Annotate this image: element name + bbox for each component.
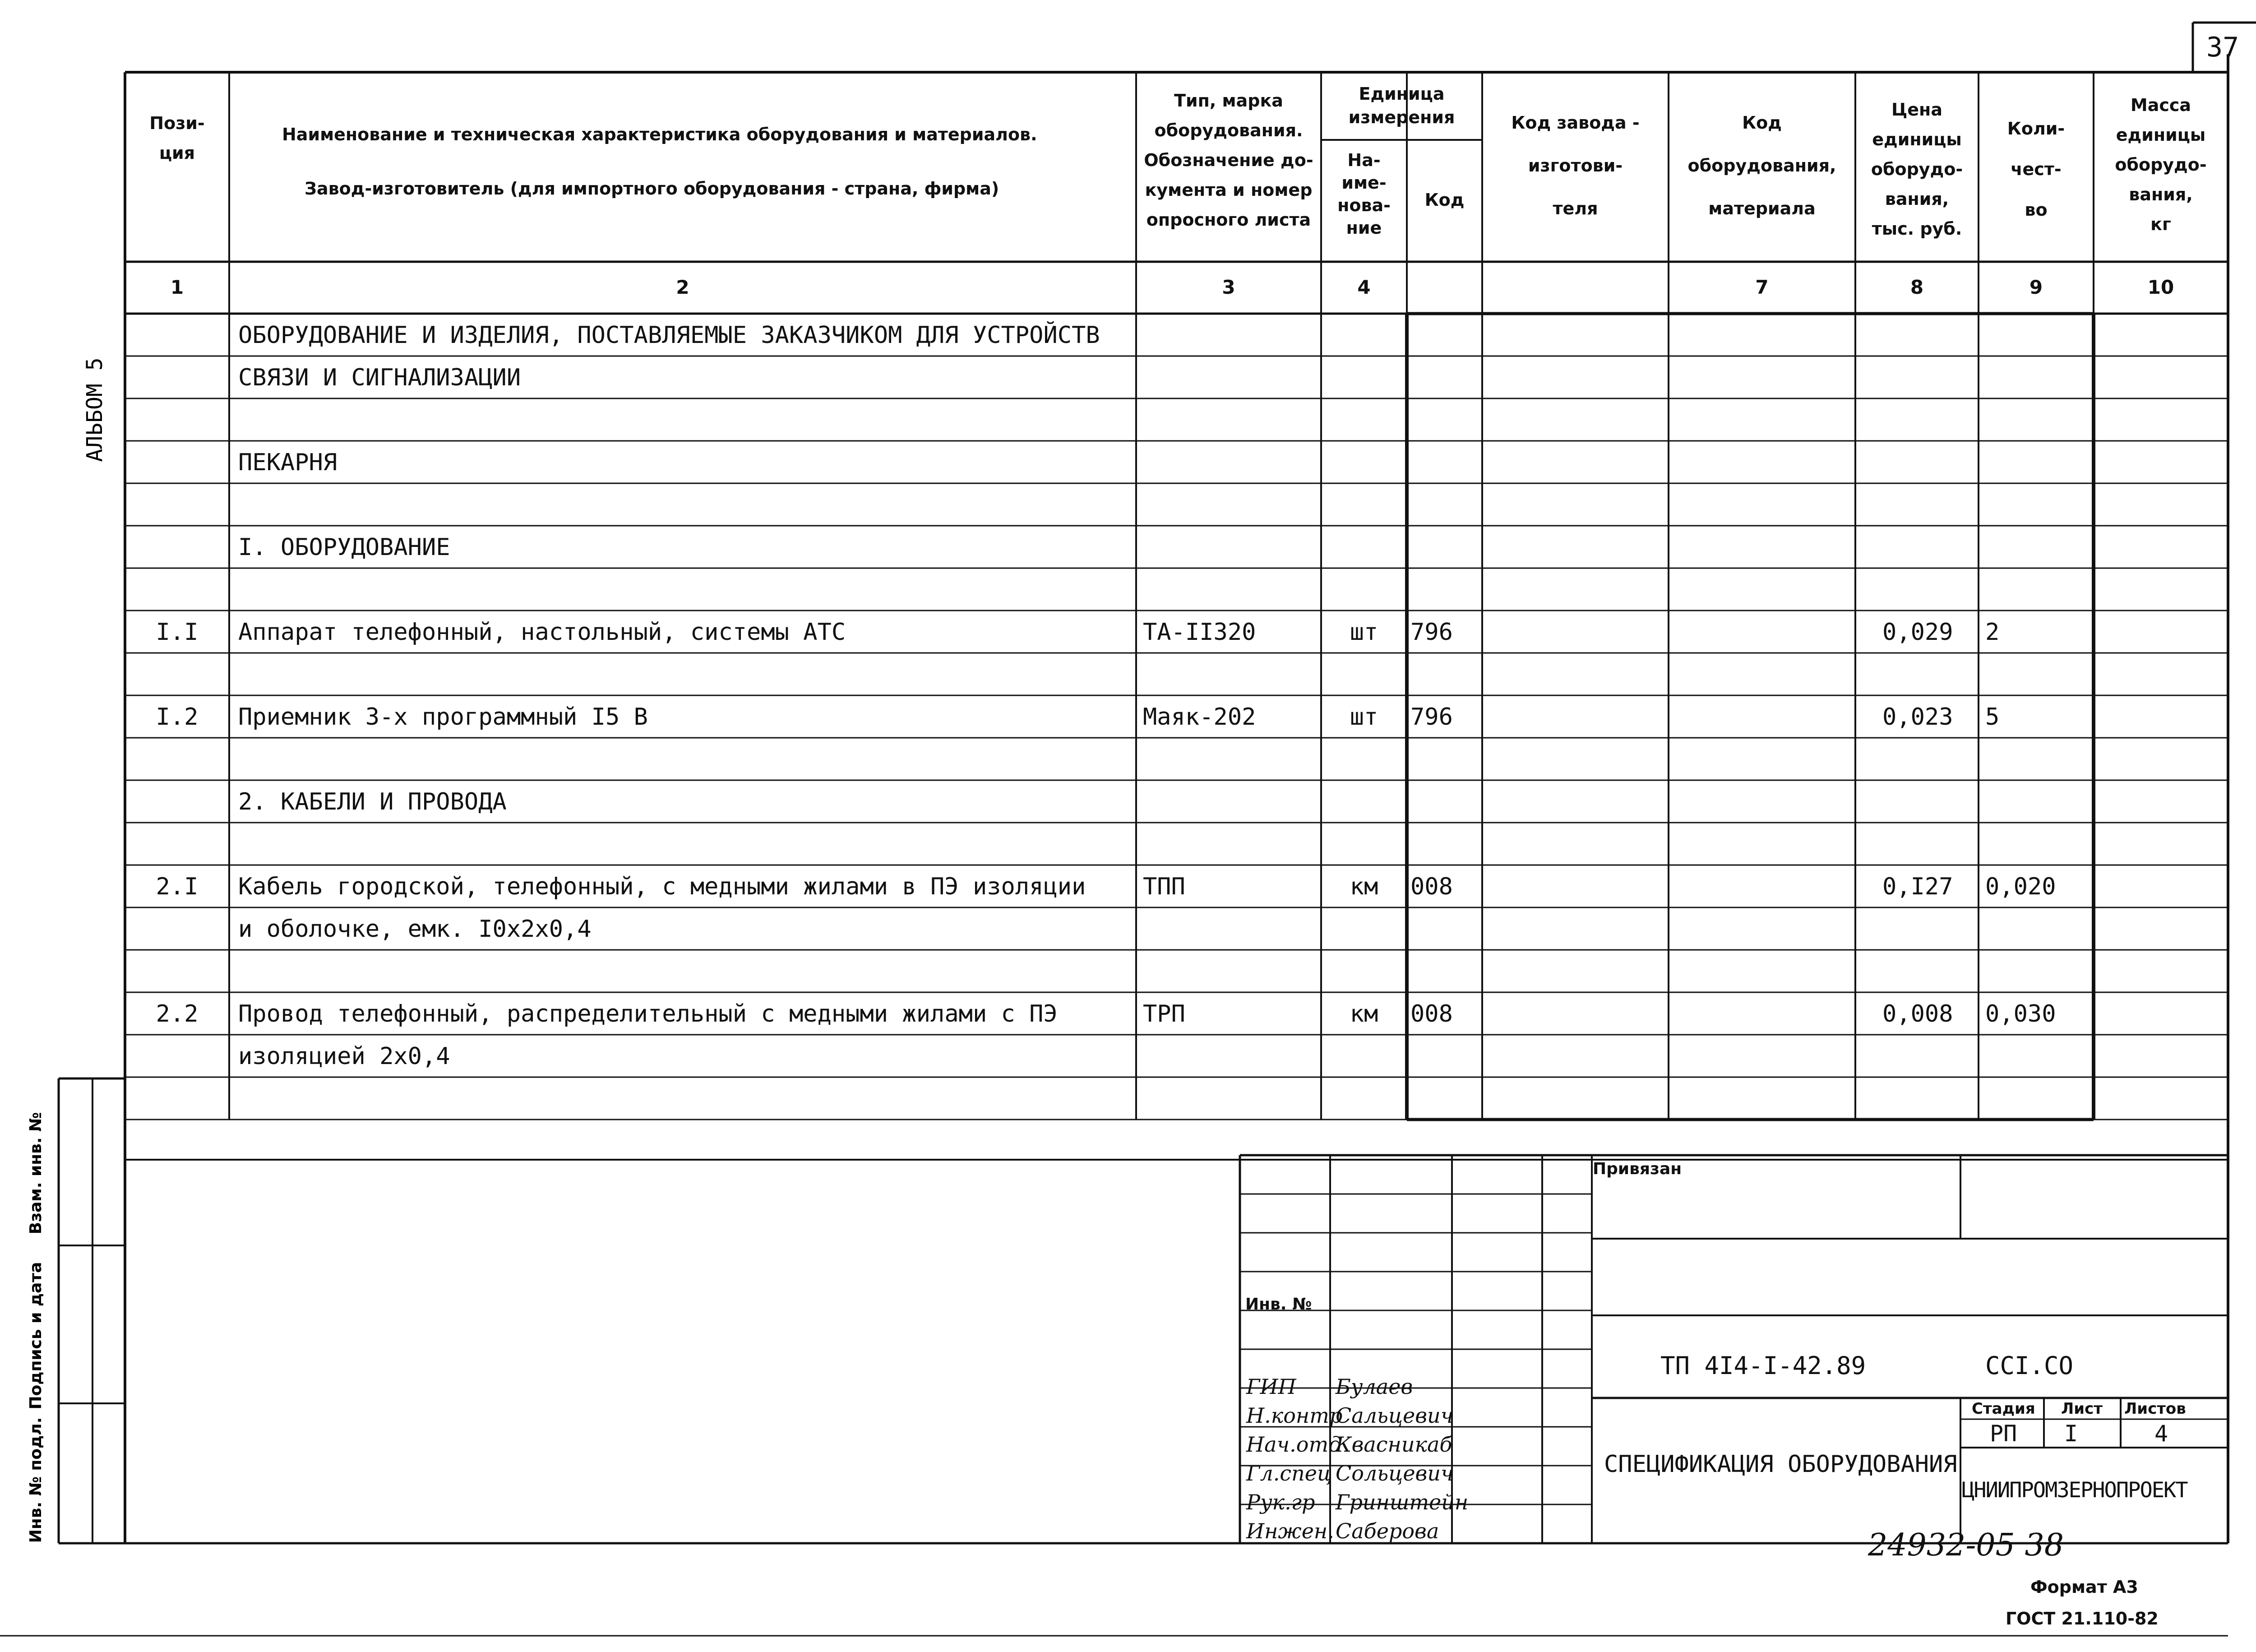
- album-label: АЛЬБОМ 5: [82, 357, 107, 462]
- column-number: 10: [2147, 276, 2174, 298]
- row-unit: км: [1350, 1000, 1378, 1027]
- row-unit: км: [1350, 873, 1378, 900]
- row-position: I.I: [156, 619, 199, 646]
- document-title: СПЕЦИФИКАЦИЯ ОБОРУДОВАНИЯ: [1604, 1451, 1957, 1478]
- list-label: Лист: [2061, 1400, 2103, 1418]
- row-price: 0,I27: [1882, 873, 1953, 900]
- header-type: Тип, марка оборудования. Обозначение до- кумента и номер опросного листа: [1144, 91, 1313, 230]
- gost-label: ГОСТ 21.110-82: [2006, 1609, 2159, 1629]
- sheet-code: ССI.СО: [1985, 1351, 2074, 1380]
- row-unit: шт: [1350, 703, 1378, 731]
- row-quantity: 2: [1985, 619, 2000, 646]
- privyazan-label: Привязан: [1593, 1160, 1682, 1178]
- column-number: 2: [676, 276, 689, 298]
- header-unit-group: Единица измерения: [1348, 84, 1455, 127]
- column-number: 8: [1910, 276, 1924, 298]
- row-quantity: 5: [1985, 703, 2000, 731]
- staff-role: Гл.спец: [1246, 1461, 1332, 1485]
- staff-name: Сальцевич: [1336, 1403, 1454, 1428]
- column-number: 1: [170, 276, 184, 298]
- staff-role: Нач.отд: [1246, 1432, 1342, 1457]
- list-value: I: [2064, 1421, 2078, 1447]
- podpis-data-label: Подпись и дата: [27, 1262, 45, 1410]
- row-name: ОБОРУДОВАНИЕ И ИЗДЕЛИЯ, ПОСТАВЛЯЕМЫЕ ЗАКАЗЧИКОМ ДЛЯ УСТРОЙСТВ: [238, 322, 1100, 349]
- row-unit-code: 008: [1410, 873, 1453, 900]
- row-name: СВЯЗИ И СИГНАЛИЗАЦИИ: [238, 364, 521, 391]
- organization-name: ЦНИИПРОМЗЕРНОПРОЕКТ: [1962, 1478, 2187, 1503]
- row-price: 0,008: [1882, 1000, 1953, 1027]
- header-factory-code: Код завода - изготови- теля: [1511, 113, 1640, 218]
- staff-name: Булаев: [1336, 1374, 1413, 1399]
- column-number: 7: [1755, 276, 1769, 298]
- row-unit-code: 008: [1410, 1000, 1453, 1027]
- header-name-line1: Наименование и техническая характеристика оборудования и материалов.: [282, 125, 1037, 144]
- row-quantity: 0,020: [1985, 873, 2056, 900]
- row-name: Кабель городской, телефонный, с медными жилами в ПЭ изоляции: [238, 873, 1086, 900]
- row-position: 2.I: [156, 873, 199, 900]
- row-name: I. ОБОРУДОВАНИЕ: [238, 534, 450, 561]
- archive-number: 24932-05 38: [1868, 1527, 2064, 1563]
- format-label: Формат А3: [2030, 1577, 2138, 1597]
- row-name: ПЕКАРНЯ: [238, 449, 337, 476]
- staff-name: Сольцевич: [1336, 1461, 1454, 1485]
- header-equipment-code: Код оборудования, материала: [1687, 113, 1836, 218]
- row-name: 2. КАБЕЛИ И ПРОВОДА: [238, 788, 507, 815]
- row-type: Маяк-202: [1143, 703, 1256, 731]
- column-number: 3: [1222, 276, 1235, 298]
- row-name: и оболочке, емк. I0х2х0,4: [238, 916, 592, 943]
- row-position: I.2: [156, 703, 199, 731]
- row-name: изоляцией 2х0,4: [238, 1043, 450, 1070]
- row-position: 2.2: [156, 1000, 199, 1027]
- staff-role: Рук.гр: [1246, 1490, 1315, 1514]
- document-code: ТП 4I4-I-42.89: [1660, 1351, 1866, 1380]
- staff-role: Инжен.: [1246, 1519, 1334, 1543]
- header-unit-price: Цена единицы оборудо- вания, тыс. руб.: [1871, 100, 1963, 239]
- header-unit-mass: Масса единицы оборудо- вания, кг: [2115, 95, 2207, 234]
- header-position: Пози- ция: [149, 113, 205, 163]
- row-type: ТА-II320: [1143, 619, 1256, 646]
- staff-name: Квасникаб: [1336, 1432, 1452, 1457]
- column-number: 4: [1357, 276, 1371, 298]
- row-type: ТПП: [1143, 873, 1185, 900]
- vzam-inv-label: Взам. инв. №: [27, 1112, 45, 1235]
- row-name: Приемник 3-х программный I5 В: [238, 703, 648, 731]
- header-name-line2: Завод-изготовитель (для импортного оборудования - страна, фирма): [305, 179, 999, 199]
- staff-role: ГИП: [1246, 1374, 1296, 1399]
- listov-value: 4: [2154, 1421, 2168, 1447]
- inv-no-label: Инв. №: [1245, 1295, 1312, 1314]
- staff-name: Саберова: [1336, 1519, 1439, 1543]
- row-price: 0,023: [1882, 703, 1953, 731]
- page-number: 37: [2206, 32, 2239, 63]
- row-unit-code: 796: [1410, 619, 1453, 646]
- column-number: 9: [2029, 276, 2043, 298]
- row-quantity: 0,030: [1985, 1000, 2056, 1027]
- inv-podl-label: Инв. № подл.: [27, 1417, 45, 1543]
- header-quantity: Коли- чест- во: [2007, 119, 2065, 220]
- stadia-label: Стадия: [1972, 1400, 2035, 1418]
- header-unit-name: На- име- нова- ние: [1337, 150, 1391, 238]
- row-unit-code: 796: [1410, 703, 1453, 731]
- row-name: Провод телефонный, распределительный с медными жилами с ПЭ: [238, 1000, 1058, 1027]
- staff-name: Гринштейн: [1336, 1490, 1469, 1514]
- row-price: 0,029: [1882, 619, 1953, 646]
- staff-role: Н.контр: [1246, 1403, 1343, 1428]
- row-unit: шт: [1350, 619, 1378, 646]
- row-name: Аппарат телефонный, настольный, системы АТС: [238, 619, 846, 646]
- header-unit-code: Код: [1424, 190, 1465, 210]
- stadia-value: РП: [1990, 1421, 2017, 1447]
- row-type: ТРП: [1143, 1000, 1185, 1027]
- listov-label: Листов: [2124, 1400, 2186, 1418]
